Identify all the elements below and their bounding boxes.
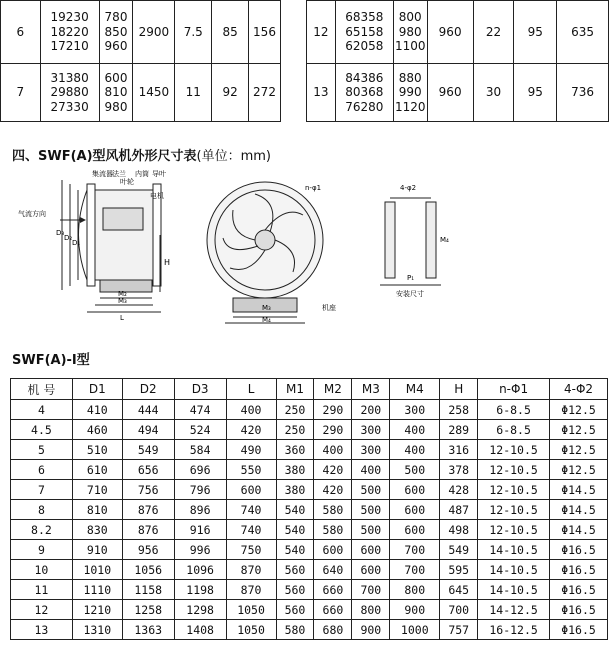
table-cell: 700: [440, 600, 478, 620]
performance-cell-line: 68358: [345, 10, 384, 25]
table-row: [11, 620, 608, 640]
table-row: [11, 560, 608, 580]
table-cell: 540: [276, 500, 314, 520]
table-cell: 360: [276, 440, 314, 460]
table-cell: 500: [352, 500, 390, 520]
performance-cell: 95: [514, 1, 557, 64]
table-cell: 1408: [174, 620, 226, 640]
table-cell: 6-8.5: [478, 420, 550, 440]
table-cell: 700: [390, 560, 440, 580]
table-cell: 1000: [390, 620, 440, 640]
performance-table-left: [0, 0, 281, 122]
column-header: 机 号: [11, 379, 73, 400]
table-cell: 680: [314, 620, 352, 640]
table-cell: 740: [226, 520, 276, 540]
table-cell: Φ12.5: [550, 460, 608, 480]
performance-row: [1, 64, 281, 122]
table-cell: 8: [11, 500, 73, 520]
table-cell: 580: [276, 620, 314, 640]
table-cell: Φ12.5: [550, 400, 608, 420]
fan-dimension-diagram: [0, 160, 616, 325]
table-cell: 250: [276, 400, 314, 420]
column-header: M4: [390, 379, 440, 400]
table-row: [11, 460, 608, 480]
table-cell: 460: [72, 420, 122, 440]
table-cell: 380: [276, 480, 314, 500]
table-row: [11, 520, 608, 540]
table-cell: 400: [352, 460, 390, 480]
table-cell: 11: [11, 580, 73, 600]
table-cell: 14-10.5: [478, 540, 550, 560]
label-l: L: [120, 314, 124, 322]
performance-cell-line: 800: [398, 10, 422, 25]
table-cell: 996: [174, 540, 226, 560]
performance-cell: 960: [427, 64, 473, 122]
label-d3: D₃: [56, 229, 65, 237]
table-cell: 420: [314, 460, 352, 480]
table-cell: 500: [352, 480, 390, 500]
performance-cell-line: 980: [398, 24, 422, 39]
performance-cell-line: 780: [104, 10, 128, 25]
table-cell: Φ16.5: [550, 560, 608, 580]
table-cell: 12: [11, 600, 73, 620]
table-cell: 1050: [226, 600, 276, 620]
table-cell: 1110: [72, 580, 122, 600]
performance-cell: 272: [249, 64, 281, 122]
table-cell: 428: [440, 480, 478, 500]
table-cell: 4: [11, 400, 73, 420]
performance-cell: 30: [473, 64, 514, 122]
table-cell: 420: [314, 480, 352, 500]
table-cell: 400: [390, 420, 440, 440]
label-n-phi: n-φ1: [305, 184, 322, 192]
table-cell: 580: [314, 520, 352, 540]
performance-cell: [335, 64, 393, 122]
table-cell: 378: [440, 460, 478, 480]
table-cell: 600: [314, 540, 352, 560]
table-cell: 12-10.5: [478, 500, 550, 520]
performance-cell-line: 84386: [345, 70, 384, 85]
table-cell: 400: [314, 440, 352, 460]
column-header: M2: [314, 379, 352, 400]
table-cell: Φ12.5: [550, 440, 608, 460]
label-impeller: 叶轮: [120, 178, 134, 186]
label-inner-duct: 内筒: [135, 170, 149, 178]
performance-cell: 736: [557, 64, 609, 122]
table-row: [11, 400, 608, 420]
table-cell: 510: [72, 440, 122, 460]
table-cell: 830: [72, 520, 122, 540]
table-cell: Φ12.5: [550, 420, 608, 440]
table-cell: 740: [226, 500, 276, 520]
table-cell: 600: [352, 560, 390, 580]
performance-cell: 635: [557, 1, 609, 64]
table-cell: 400: [390, 440, 440, 460]
table-cell: 380: [276, 460, 314, 480]
section-unit: (单位：mm): [196, 149, 272, 164]
table-cell: Φ16.5: [550, 540, 608, 560]
table-cell: 1210: [72, 600, 122, 620]
performance-cell: 1450: [133, 64, 175, 122]
table-cell: 656: [122, 460, 174, 480]
performance-cell: 7.5: [175, 1, 212, 64]
column-header: H: [440, 379, 478, 400]
table-cell: 756: [122, 480, 174, 500]
label-base: 机座: [322, 304, 336, 312]
performance-cell: 960: [427, 1, 473, 64]
table-cell: 8.2: [11, 520, 73, 540]
performance-cell-line: 17210: [50, 39, 89, 54]
performance-cell-line: 31380: [50, 70, 89, 85]
table-row: [11, 540, 608, 560]
label-mount-size: 安装尺寸: [396, 290, 424, 298]
table-cell: 14-10.5: [478, 580, 550, 600]
table-cell: 900: [390, 600, 440, 620]
table-cell: 10: [11, 560, 73, 580]
table-cell: 14-10.5: [478, 560, 550, 580]
table-cell: 910: [72, 540, 122, 560]
table-cell: 876: [122, 520, 174, 540]
table-cell: 12-10.5: [478, 520, 550, 540]
table-cell: 540: [276, 540, 314, 560]
table-cell: 560: [276, 560, 314, 580]
table-cell: 810: [72, 500, 122, 520]
label-m4: M₄: [262, 316, 271, 324]
dimension-table: [10, 378, 608, 640]
table-cell: 750: [226, 540, 276, 560]
column-header: n-Φ1: [478, 379, 550, 400]
table-cell: 600: [226, 480, 276, 500]
table-cell: 300: [390, 400, 440, 420]
table-cell: Φ14.5: [550, 520, 608, 540]
performance-cell-line: 850: [104, 24, 128, 39]
table-cell: 494: [122, 420, 174, 440]
column-header: D3: [174, 379, 226, 400]
table-cell: 696: [174, 460, 226, 480]
label-m3: M₃: [118, 297, 127, 305]
table-cell: Φ14.5: [550, 480, 608, 500]
table-cell: Φ16.5: [550, 600, 608, 620]
table-cell: 549: [440, 540, 478, 560]
performance-cell: [40, 1, 99, 64]
table-cell: 290: [314, 420, 352, 440]
table-cell: 1258: [122, 600, 174, 620]
table-cell: 524: [174, 420, 226, 440]
performance-cell: 95: [514, 64, 557, 122]
table-cell: Φ16.5: [550, 620, 608, 640]
table-cell: 289: [440, 420, 478, 440]
table-cell: 870: [226, 560, 276, 580]
table-cell: 16-12.5: [478, 620, 550, 640]
performance-cell: 11: [175, 64, 212, 122]
table-cell: 600: [390, 520, 440, 540]
performance-cell: 156: [249, 1, 281, 64]
performance-cell: 2900: [133, 1, 175, 64]
performance-cell-line: 990: [398, 85, 422, 100]
performance-cell: [393, 1, 427, 64]
table-cell: 800: [390, 580, 440, 600]
table-cell: 300: [352, 440, 390, 460]
table-cell: 490: [226, 440, 276, 460]
table-cell: 610: [72, 460, 122, 480]
label-d1: D₁: [72, 239, 81, 247]
performance-cell: [99, 1, 133, 64]
performance-cell-line: 76280: [345, 99, 384, 114]
column-header: D2: [122, 379, 174, 400]
table-cell: 916: [174, 520, 226, 540]
table-cell: 290: [314, 400, 352, 420]
table-cell: 410: [72, 400, 122, 420]
performance-cell: [393, 64, 427, 122]
table-row: [11, 600, 608, 620]
performance-cell: 13: [307, 64, 336, 122]
subtitle: SWF(A)-Ⅰ型: [12, 353, 90, 368]
table-cell: 757: [440, 620, 478, 640]
table-cell: 258: [440, 400, 478, 420]
table-cell: 487: [440, 500, 478, 520]
table-cell: Φ14.5: [550, 500, 608, 520]
table-cell: 876: [122, 500, 174, 520]
performance-table-right: [306, 0, 609, 122]
table-cell: 9: [11, 540, 73, 560]
table-cell: 580: [314, 500, 352, 520]
table-cell: 444: [122, 400, 174, 420]
table-cell: 300: [352, 420, 390, 440]
table-cell: 956: [122, 540, 174, 560]
label-air-direction: 气流方向: [18, 210, 46, 218]
performance-row: [1, 1, 281, 64]
table-cell: 420: [226, 420, 276, 440]
performance-row: [307, 64, 609, 122]
performance-cell-line: 810: [104, 85, 128, 100]
performance-cell: [99, 64, 133, 122]
table-cell: 500: [352, 520, 390, 540]
table-cell: 1056: [122, 560, 174, 580]
label-outer-shell: 导叶: [152, 170, 166, 178]
table-cell: 595: [440, 560, 478, 580]
table-cell: 5: [11, 440, 73, 460]
label-motor: 电机: [150, 192, 164, 200]
table-cell: 1298: [174, 600, 226, 620]
table-row: [11, 500, 608, 520]
table-cell: 700: [390, 540, 440, 560]
table-row: [11, 420, 608, 440]
table-row: [11, 440, 608, 460]
performance-cell: 85: [212, 1, 249, 64]
table-cell: 400: [226, 400, 276, 420]
performance-cell: 22: [473, 1, 514, 64]
table-cell: 200: [352, 400, 390, 420]
performance-cell-line: 880: [398, 70, 422, 85]
table-cell: 14-12.5: [478, 600, 550, 620]
section-title: 四、SWF(A)型风机外形尺寸表(单位：mm): [12, 149, 272, 164]
table-cell: 550: [226, 460, 276, 480]
table-cell: 7: [11, 480, 73, 500]
label-4-phi: 4-φ2: [400, 184, 417, 192]
mount-view: [380, 198, 441, 285]
label-m4-mount: M₄: [440, 236, 449, 244]
table-cell: 584: [174, 440, 226, 460]
table-cell: 660: [314, 580, 352, 600]
performance-cell: 12: [307, 1, 336, 64]
table-cell: 1010: [72, 560, 122, 580]
table-cell: Φ16.5: [550, 580, 608, 600]
performance-cell: 92: [212, 64, 249, 122]
table-cell: 660: [314, 600, 352, 620]
table-cell: 1310: [72, 620, 122, 640]
performance-cell-line: 65158: [345, 24, 384, 39]
table-cell: 560: [276, 580, 314, 600]
table-cell: 796: [174, 480, 226, 500]
table-cell: 640: [314, 560, 352, 580]
performance-cell-line: 600: [104, 70, 128, 85]
performance-cell: [335, 1, 393, 64]
table-cell: 1363: [122, 620, 174, 640]
performance-cell-line: 19230: [50, 10, 89, 25]
performance-cell-line: 18220: [50, 24, 89, 39]
performance-cell-line: 1120: [394, 99, 426, 114]
table-cell: 6-8.5: [478, 400, 550, 420]
table-cell: 600: [352, 540, 390, 560]
label-m3-front: M₃: [262, 304, 271, 312]
table-cell: 13: [11, 620, 73, 640]
table-cell: 316: [440, 440, 478, 460]
performance-cell-line: 29880: [50, 85, 89, 100]
performance-cell: 7: [1, 64, 41, 122]
table-cell: 12-10.5: [478, 440, 550, 460]
performance-cell: [40, 64, 99, 122]
performance-cell-line: 80368: [345, 85, 384, 100]
table-cell: 4.5: [11, 420, 73, 440]
table-cell: 900: [352, 620, 390, 640]
table-cell: 1096: [174, 560, 226, 580]
label-p1: P₁: [407, 274, 415, 282]
column-header: 4-Φ2: [550, 379, 608, 400]
table-cell: 870: [226, 580, 276, 600]
performance-cell-line: 980: [104, 99, 128, 114]
table-cell: 498: [440, 520, 478, 540]
table-cell: 645: [440, 580, 478, 600]
front-view: [207, 182, 323, 323]
column-header: M3: [352, 379, 390, 400]
table-cell: 12-10.5: [478, 460, 550, 480]
table-cell: 1050: [226, 620, 276, 640]
table-cell: 896: [174, 500, 226, 520]
performance-cell-line: 1100: [394, 39, 426, 54]
label-collector: 集流器: [92, 170, 113, 178]
table-cell: 549: [122, 440, 174, 460]
table-cell: 6: [11, 460, 73, 480]
column-header: D1: [72, 379, 122, 400]
table-cell: 12-10.5: [478, 480, 550, 500]
table-cell: 710: [72, 480, 122, 500]
label-h: H: [164, 258, 171, 267]
table-cell: 474: [174, 400, 226, 420]
label-m2: M₂: [118, 290, 127, 298]
table-cell: 500: [390, 460, 440, 480]
table-cell: 1158: [122, 580, 174, 600]
table-row: [11, 480, 608, 500]
table-cell: 250: [276, 420, 314, 440]
label-d2: D₂: [64, 234, 73, 242]
table-cell: 600: [390, 480, 440, 500]
table-cell: 800: [352, 600, 390, 620]
performance-row: [307, 1, 609, 64]
table-cell: 700: [352, 580, 390, 600]
performance-cell-line: 27330: [50, 99, 89, 114]
label-flange: 法兰: [112, 170, 126, 178]
table-cell: 1198: [174, 580, 226, 600]
performance-cell: 6: [1, 1, 41, 64]
table-cell: 540: [276, 520, 314, 540]
table-row: [11, 580, 608, 600]
column-header: L: [226, 379, 276, 400]
performance-cell-line: 960: [104, 39, 128, 54]
column-header: M1: [276, 379, 314, 400]
table-cell: 560: [276, 600, 314, 620]
table-cell: 600: [390, 500, 440, 520]
performance-cell-line: 62058: [345, 39, 384, 54]
